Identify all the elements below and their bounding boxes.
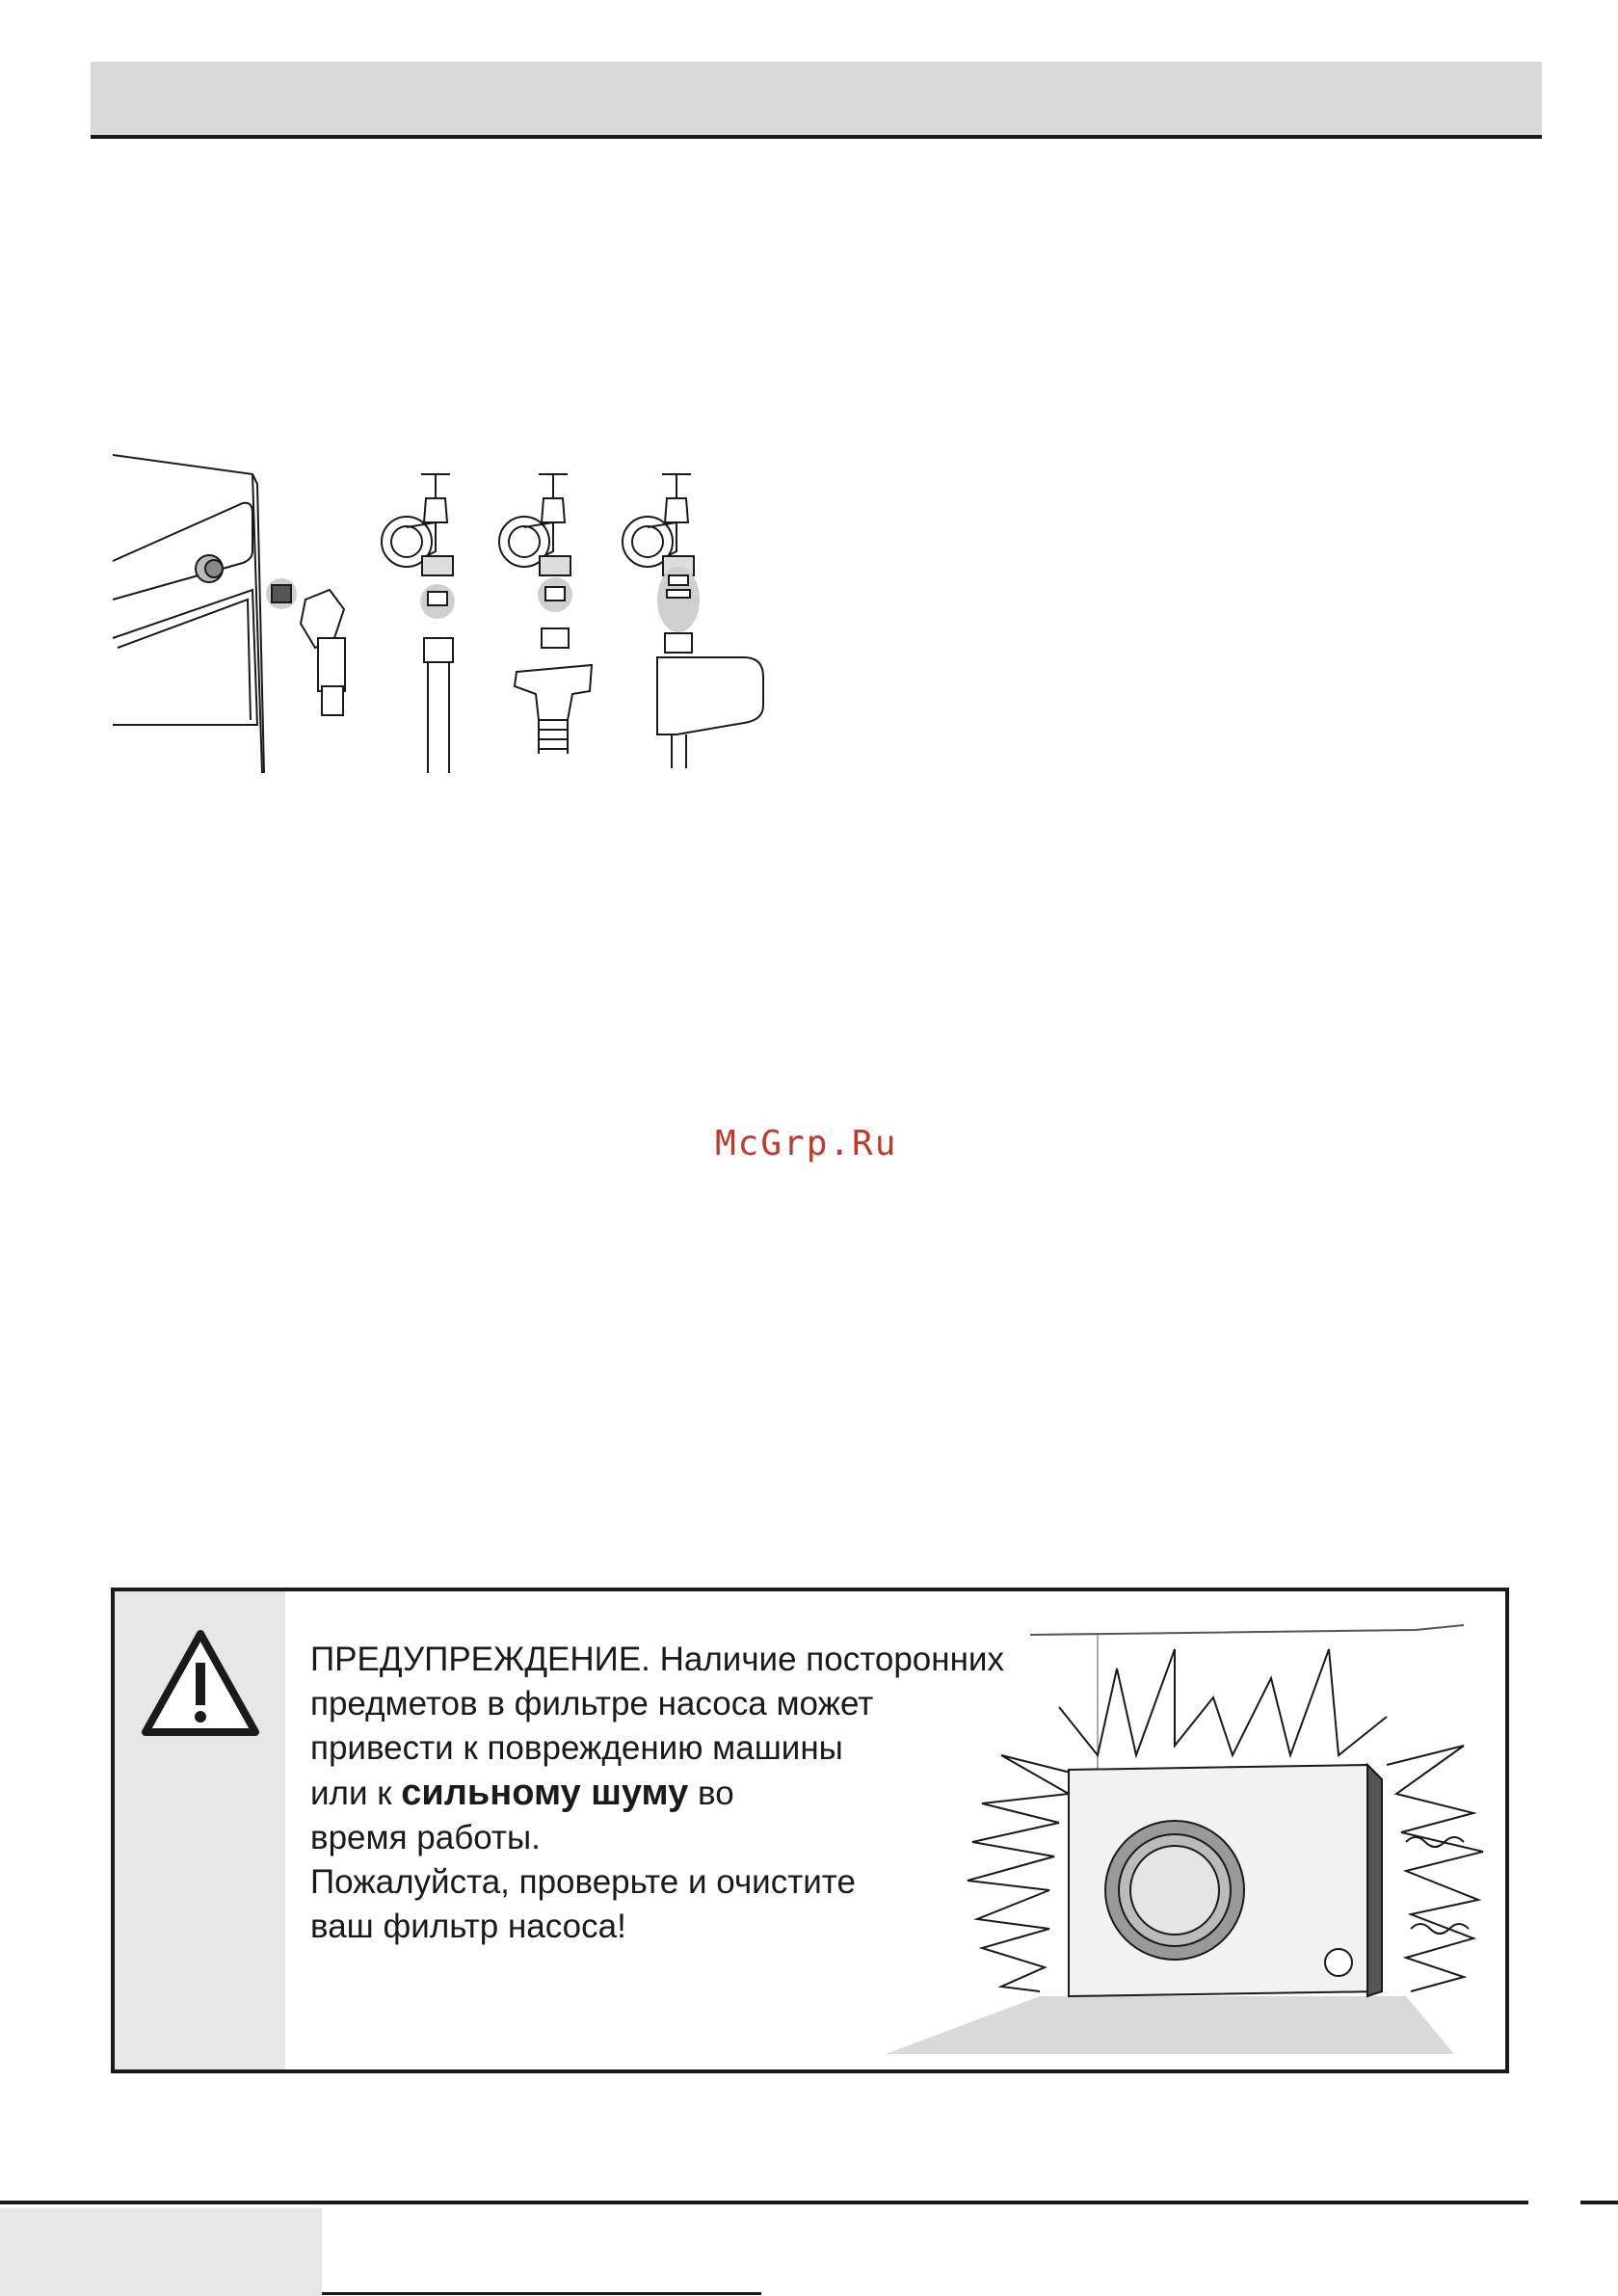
warning-triangle-icon — [140, 1628, 261, 1740]
warning-line-2: предметов в фильтре насоса может — [310, 1685, 874, 1722]
warning-line-3: привести к повреждению машины — [310, 1729, 843, 1767]
warning-line-1: ПРЕДУПРЕЖДЕНИЕ. Наличие посторонних — [310, 1641, 1004, 1678]
tap-2 — [499, 474, 592, 754]
footer-block — [0, 2208, 322, 2296]
warning-line-4-prefix: или к — [310, 1775, 402, 1812]
elbow-connector — [266, 578, 345, 715]
tap-3 — [623, 474, 763, 768]
warning-line-7: ваш фильтр насоса! — [310, 1908, 626, 1945]
warning-box — [111, 1588, 1509, 2073]
warning-emphasis: сильному шуму — [401, 1773, 689, 1813]
footer-bottom-rule — [322, 2292, 761, 2295]
water-inlet-hose-connection-illustration — [108, 445, 782, 783]
tap-1 — [382, 474, 455, 773]
footer-page-dash — [1580, 2201, 1618, 2204]
footer-rule — [0, 2201, 1528, 2204]
noisy-washing-machine-illustration — [886, 1611, 1502, 2064]
page-header-bar — [91, 62, 1542, 139]
warning-line-5: время работы. — [310, 1819, 541, 1856]
warning-line-4-suffix: во — [688, 1775, 734, 1812]
watermark-text: McGrp.Ru — [715, 1124, 898, 1163]
warning-line-6: Пожалуйста, проверьте и очистите — [310, 1863, 856, 1901]
machine-back-panel — [113, 455, 264, 773]
warning-sidebar — [115, 1591, 285, 2069]
